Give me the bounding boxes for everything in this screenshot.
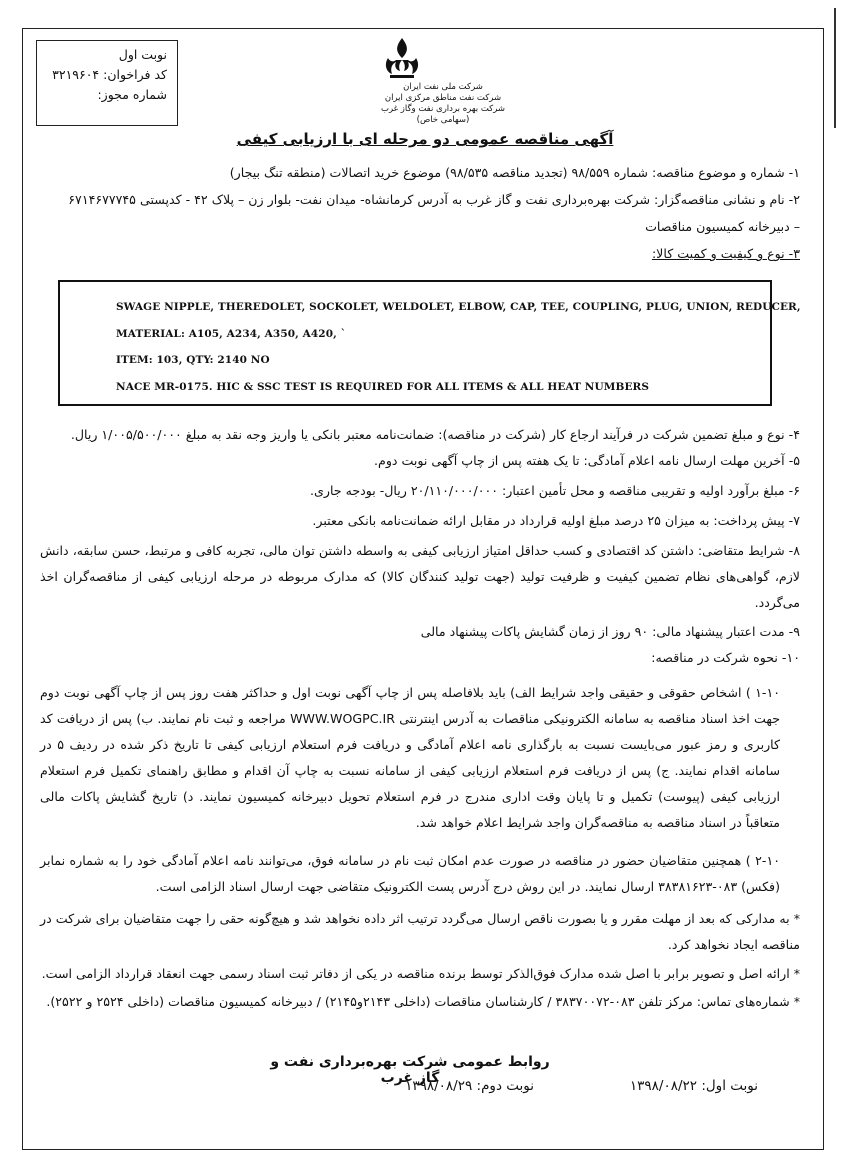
goods-line-1: SWAGE NIPPLE, THEREDOLET, SOCKOLET, WELDOLET, ELBOW, CAP, TEE, COUPLING, PLUG, UNION, REDUCER,: [116, 301, 801, 313]
note-1: * به مدارکی که بعد از مهلت مقرر و یا بصورت ناقص ارسال می‌گردد ترتیب اثر داده نخواهد شد و هیچ‌گونه حقی را جهت متقاضیان برای شرکت در مناقصه ایجاد نخواهد کرد.: [40, 911, 800, 952]
item-1: ۱- شماره و موضوع مناقصه: شماره ۹۸/۵۵۹ (تجدید مناقصه ۹۸/۵۳۵) موضوع خرید اتصالات (منطقه تنگ بیجار): [229, 165, 800, 180]
item-10-2: ۲-۱۰ ) همچنین متقاضیان حضور در مناقصه در صورت عدم امکان ثبت نام در سامانه فوق، می‌توانند نامه اعلام آمادگی خود را به شماره نمابر (فکس) ۰۸۳-۳۸۳۸۱۶۲۳ ارسال نمایند. در این روش درج آدرس پست الکترونیک متقاضی جهت ارسال اسناد الزامی است.: [40, 853, 780, 894]
note-3: * شماره‌های تماس: مرکز تلفن ۰۸۳-۳۸۳۷۰۰۷۲ / کارشناسان مناقصات (داخلی ۲۱۴۳و۲۱۴۵) / دبیرخانه کمیسیون مناقصات (داخلی ۲۵۲۴ و ۲۵۲۲).: [46, 994, 800, 1009]
item-10-1: ۱-۱۰ ) اشخاص حقوقی و حقیقی واجد شرایط الف) باید بلافاصله پس از چاپ آگهی نوبت اول و حداکثر هفت روز پس از چاپ آگهی نوبت دوم جهت اخذ اسناد مناقصه به سامانه الکترونیکی مناقصات به آدرس اینترنتی WWW.WOGPC.IR مراجعه و ثبت نام نمایند. ب) پس از دریافت کد کاربری و رمز عبور می‌بایست نسبت به بارگذاری نامه اعلام آمادگی و دریافت فرم استعلام ارزیابی کیفی تا تاریخ ذکر شده در ردیف ۵ در سامانه اقدام نمایند. ج) پس از دریافت فرم استعلام ارزیابی کیفی از سامانه نسبت به چاپ آن اقدام و مطابق راهنمای تکمیل فرم استعلام ارزیابی کیفی (پیوست) تکمیل و تا پایان وقت اداری مندرج در فرم استعلام تحویل دبیرخانه کمیسیون نمایند. د) تاریخ گشایش پاکات مالی متعاقباً در اسناد مناقصه به مناقصه‌گران واجد شرایط اعلام خواهد شد.: [40, 685, 780, 830]
item-5: ۵- آخرین مهلت ارسال نامه اعلام آمادگی: تا یک هفته پس از چاپ آگهی نوبت دوم.: [374, 453, 800, 468]
item-8: ۸- شرایط متقاضی: داشتن کد اقتصادی و کسب حداقل امتیاز ارزیابی کیفی به واسطه داشتن توان مالی، تجربه کافی و مرتبط، حسن سابقه، دانش لازم، گواهی‌های نظام تضمین کیفیت و ظرفیت تولید (جهت تولید کنندگان کالا) که مدارک مربوطه در مرحله ارزیابی کیفی از مناقصه‌گران اخذ می‌گردد.: [40, 543, 800, 610]
goods-line-4: NACE MR-0175. HIC & SSC TEST IS REQUIRED FOR ALL ITEMS & ALL HEAT NUMBERS: [116, 380, 650, 393]
edge-mark: [834, 8, 836, 128]
call-code: کد فراخوان: ۳۲۱۹۶۰۴: [52, 67, 167, 82]
document-title: آگهی مناقصه عمومی دو مرحله ای با ارزیابی کیفی: [236, 130, 614, 148]
item-9: ۹- مدت اعتبار پیشنهاد مالی: ۹۰ روز از زمان گشایش پاکات پیشنهاد مالی: [420, 624, 800, 639]
goods-line-3: ITEM: 103, QTY: 2140 NO: [116, 354, 270, 366]
announcement-info-box: [36, 40, 178, 126]
public-relations-signature: روابط عمومی شرکت بهره‌برداری نفت و گاز غرب: [270, 1054, 550, 1086]
item-4: ۴- نوع و مبلغ تضمین شرکت در فرآیند ارجاع کار (شرکت در مناقصه): ضمانت‌نامه معتبر بانکی یا واریز وجه نقد به مبلغ ۱/۰۰۵/۵۰۰/۰۰۰ ریال.: [70, 427, 800, 442]
goods-spec-box: [58, 280, 801, 406]
org-name-2: شرکت نفت مناطق مرکزی ایران: [384, 93, 502, 103]
second-publication-date: نوبت دوم: ۱۳۹۸/۰۸/۲۹: [405, 1078, 534, 1094]
item-2-cont: – دبیرخانه کمیسیون مناقصات: [645, 219, 800, 234]
first-publication-date: نوبت اول: ۱۳۹۸/۰۸/۲۲: [629, 1078, 758, 1094]
note-2: * ارائه اصل و تصویر برابر با اصل شده مدارک فوق‌الذکر توسط برنده مناقصه در یکی از دفاتر ثبت اسناد رسمی جهت انعقاد قرارداد الزامی است.: [41, 966, 800, 981]
item-2: ۲- نام و نشانی مناقصه‌گزار: شرکت بهره‌برداری نفت و گاز غرب به آدرس کرمانشاه- میدان نفت- بلوار زن – پلاک ۴۲ - کدپستی ۶۷۱۴۶۷۷۷۴۵: [68, 192, 800, 207]
item-3: ۳- نوع و کیفیت و کمیت کالا:: [651, 246, 800, 261]
permit-number: شماره مجوز:: [97, 87, 167, 102]
round-label: نوبت اول: [118, 47, 167, 62]
org-name-1: شرکت ملی نفت ایران: [403, 82, 483, 92]
goods-line-2: MATERIAL: A105, A234, A350, A420, `: [116, 327, 346, 340]
item-7: ۷- پیش پرداخت: به میزان ۲۵ درصد مبلغ اولیه قرارداد در مقابل ارائه ضمانت‌نامه بانکی معتبر.: [312, 513, 800, 528]
org-name-3: شرکت بهره برداری نفت وگاز غرب (سهامی خاص): [380, 104, 506, 125]
item-10: ۱۰- نحوه شرکت در مناقصه:: [651, 650, 800, 665]
organization-names: [368, 82, 518, 126]
item-6: ۶- مبلغ برآورد اولیه و تقریبی مناقصه و محل تأمین اعتبار: ۲۰/۱۱۰/۰۰۰/۰۰۰ ریال- بودجه جاری.: [310, 483, 800, 498]
